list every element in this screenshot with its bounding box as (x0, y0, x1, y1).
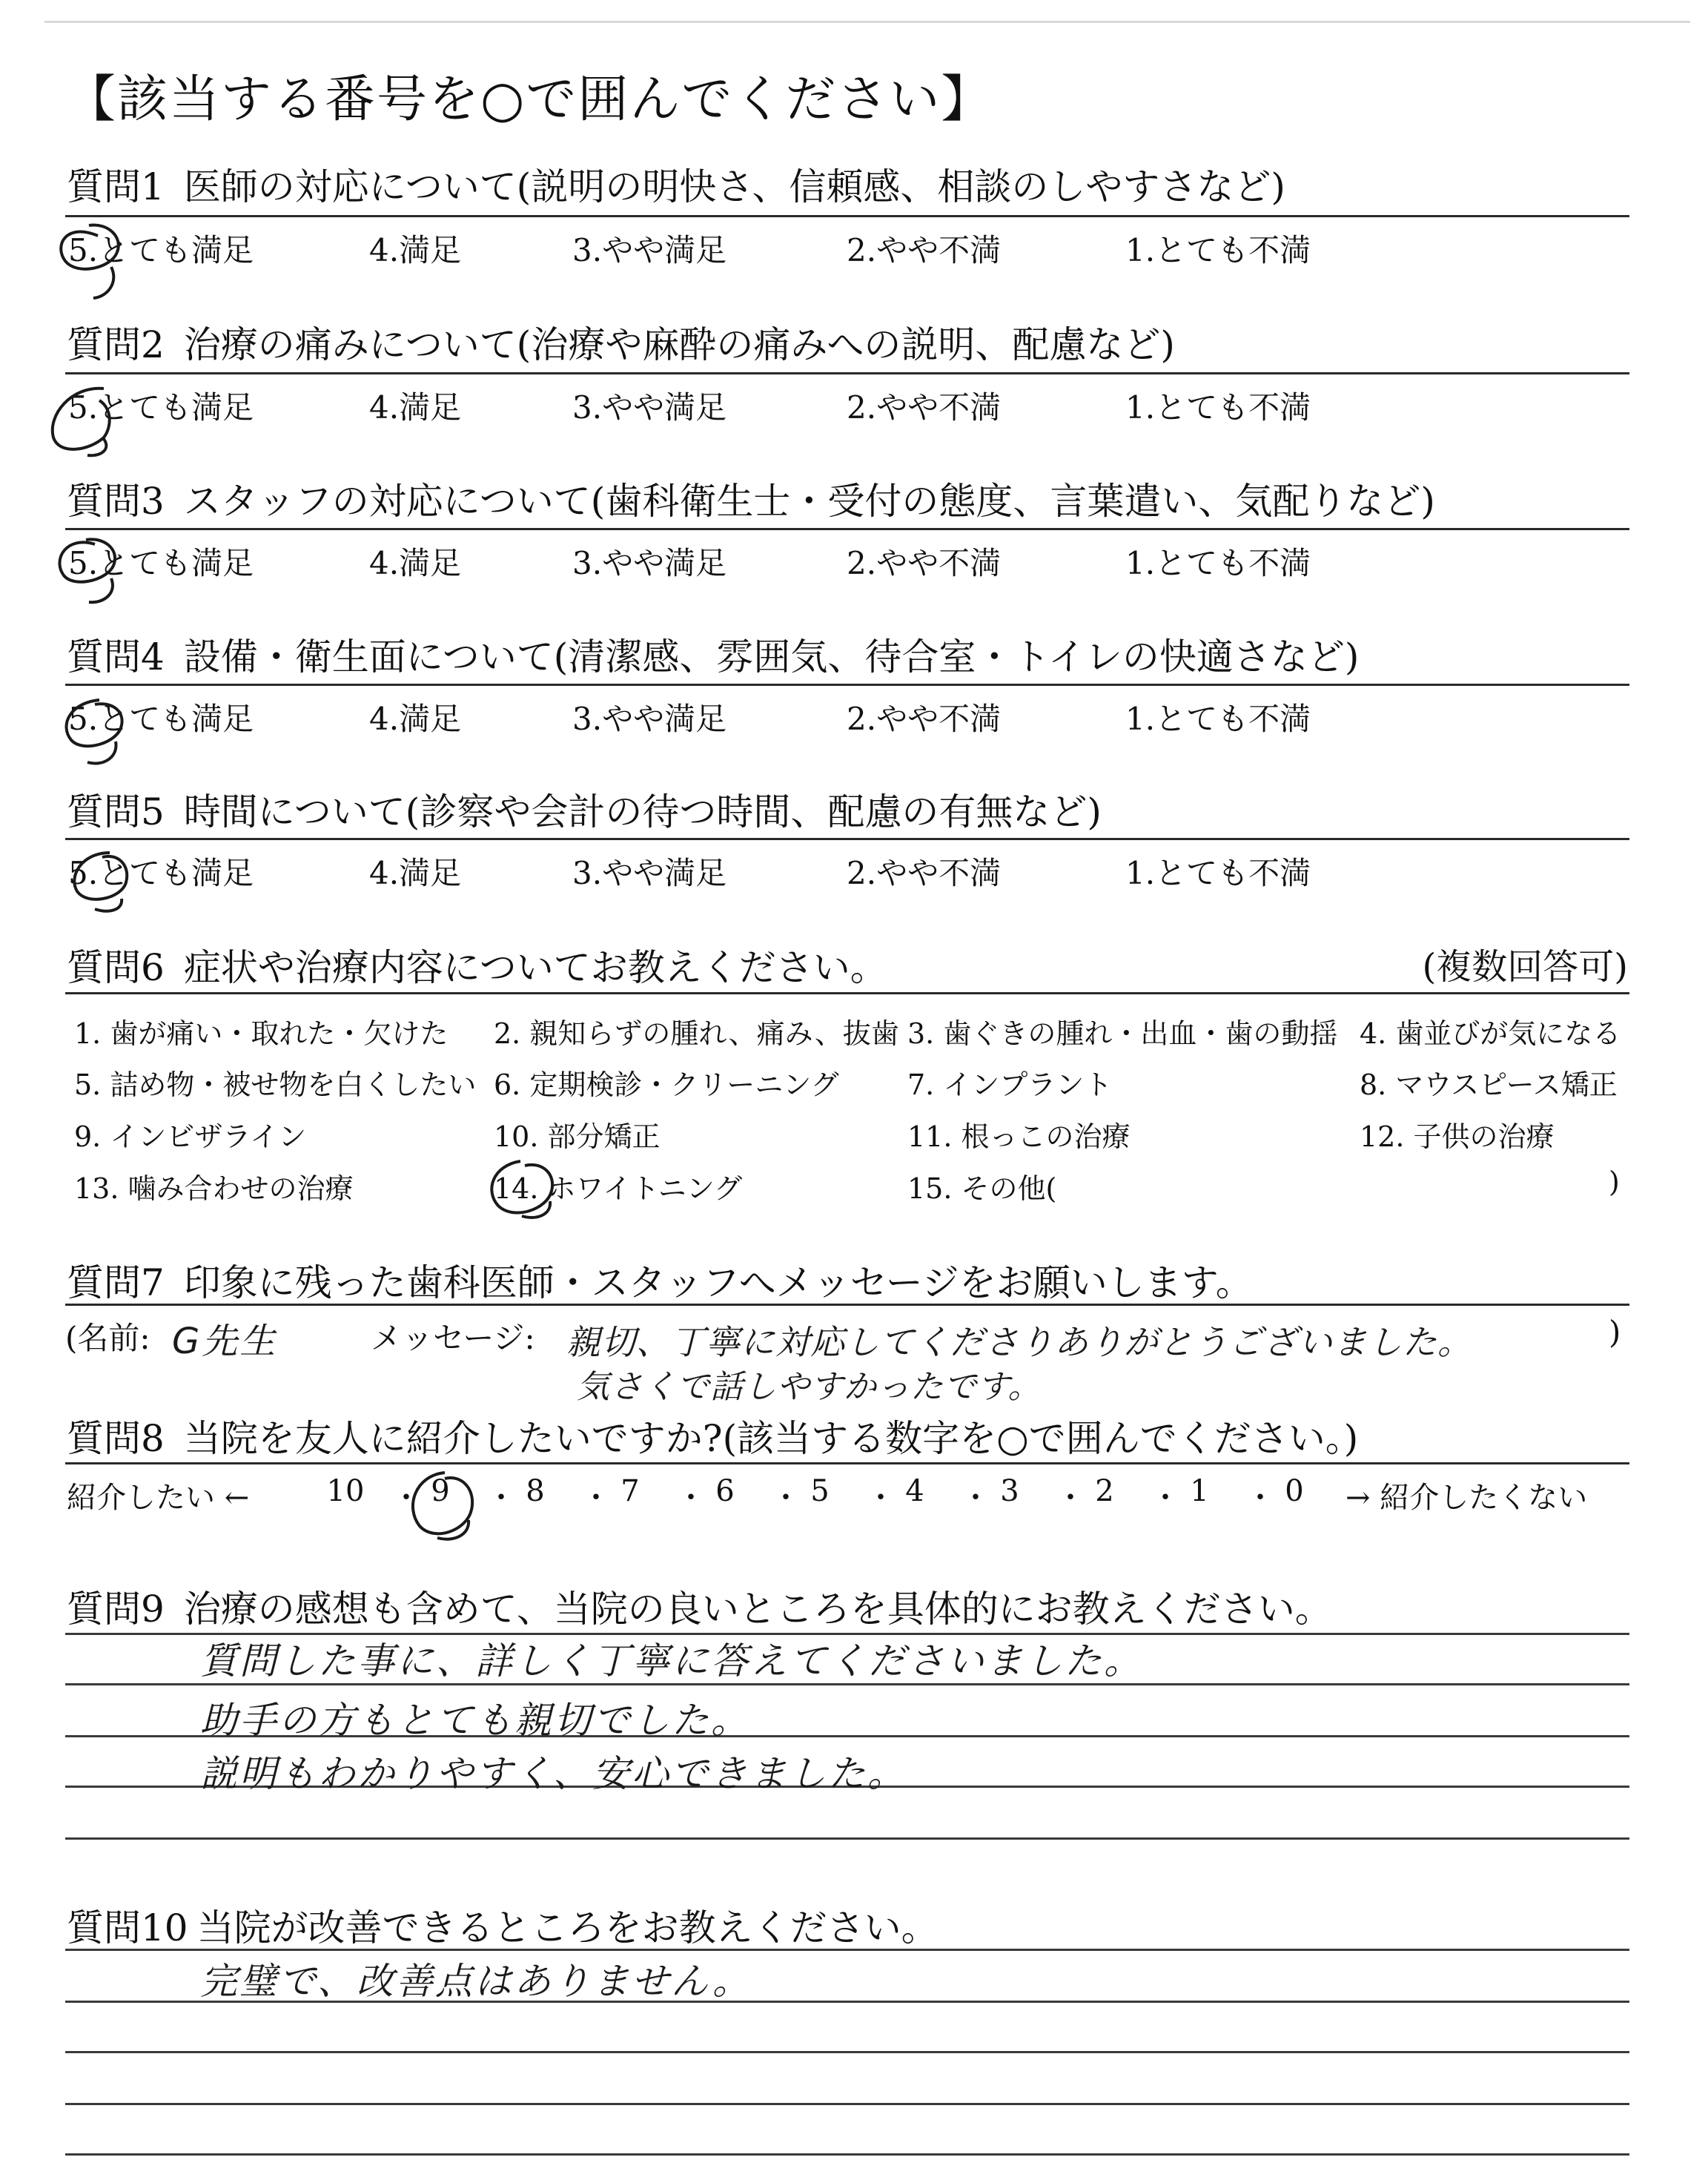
scale-separator: ・ (961, 1481, 990, 1515)
scale-separator: ・ (1151, 1481, 1180, 1515)
divider (65, 215, 1629, 217)
q6-option-14[interactable]: 14. ホワイトニング (494, 1172, 743, 1205)
divider (65, 528, 1629, 530)
q6-option-8[interactable]: 8. マウスピース矯正 (1360, 1069, 1618, 1101)
q2-option-1[interactable]: 1.とても不満 (1125, 389, 1311, 426)
q4-option-3[interactable]: 3.やや満足 (572, 701, 727, 737)
q6-option-3[interactable]: 3. 歯ぐきの腫れ・出血・歯の動揺 (907, 1017, 1338, 1050)
q1-option-2[interactable]: 2.やや不満 (847, 232, 1002, 268)
q2-option-3[interactable]: 3.やや満足 (572, 389, 727, 426)
scale-option-7[interactable]: 7 (620, 1474, 640, 1508)
question-text: 医師の対応について(説明の明快さ、信頼感、相談のしやすさなど) (183, 165, 1285, 208)
question-text: スタッフの対応について(歯科衛生士・受付の態度、言葉遣い、気配りなど) (183, 480, 1435, 523)
question-number: 質問5 (67, 790, 165, 833)
question-text: 治療の痛みについて(治療や麻酔の痛みへの説明、配慮など) (183, 323, 1175, 366)
answer-line (65, 2051, 1629, 2053)
divider (65, 992, 1629, 994)
q6-option-10[interactable]: 10. 部分矯正 (494, 1120, 661, 1153)
scale-option-8[interactable]: 8 (526, 1474, 545, 1508)
question-6 (67, 938, 887, 991)
q6-option-6[interactable]: 6. 定期検診・クリーニング (494, 1069, 839, 1101)
q1-option-5[interactable]: 5.とても満足 (68, 232, 254, 268)
scale-option-2[interactable]: 2 (1095, 1474, 1114, 1508)
q6-option-2[interactable]: 2. 親知らずの腫れ、痛み、抜歯 (494, 1017, 899, 1050)
scale-option-5[interactable]: 5 (810, 1474, 830, 1508)
message-line-1[interactable]: 親切、丁寧に対応してくださりありがとうございました。 (566, 1322, 1472, 1362)
q6-option-12[interactable]: 12. 子供の治療 (1360, 1120, 1555, 1153)
scale-right-label: → 紹介したくない (1345, 1481, 1588, 1515)
question-4 (67, 627, 1359, 681)
page-header: 【該当する番号を○で囲んでください】 (65, 70, 993, 129)
q4-option-5[interactable]: 5.とても満足 (68, 701, 254, 737)
name-handwritten[interactable]: G先生 (172, 1321, 278, 1362)
question-number: 質問3 (67, 480, 165, 523)
question-1 (67, 157, 1285, 211)
scale-separator: ・ (581, 1481, 611, 1515)
q5-option-3[interactable]: 3.やや満足 (572, 855, 727, 891)
question-number: 質問7 (67, 1261, 165, 1304)
scale-separator: ・ (866, 1481, 896, 1515)
q1-option-1[interactable]: 1.とても不満 (1125, 232, 1311, 268)
q3-option-3[interactable]: 3.やや満足 (572, 545, 727, 581)
q9-answer-line-1[interactable]: 質問した事に、詳しく丁寧に答えてくださいました。 (200, 1639, 1143, 1682)
question-number: 質問10 (67, 1906, 188, 1949)
scale-separator: ・ (486, 1481, 516, 1515)
question-text: 時間について(診察や会計の待つ時間、配慮の有無など) (183, 790, 1102, 833)
q10-answer-line-1[interactable]: 完璧で、改善点はありません。 (200, 1960, 752, 2003)
q2-option-5[interactable]: 5.とても満足 (68, 389, 254, 426)
question-number: 質問6 (67, 946, 165, 989)
question-9 (67, 1579, 1332, 1633)
scale-option-4[interactable]: 4 (905, 1474, 924, 1508)
question-3 (67, 472, 1435, 525)
multiple-answer-note: (複数回答可) (1422, 946, 1628, 988)
q1-option-4[interactable]: 4.満足 (369, 232, 462, 268)
q5-option-4[interactable]: 4.満足 (369, 855, 462, 891)
q5-option-5[interactable]: 5.とても満足 (68, 855, 254, 891)
question-text: 症状や治療内容についてお教えください。 (183, 946, 887, 989)
question-10 (67, 1898, 939, 1952)
question-text: 当院を友人に紹介したいですか?(該当する数字を○で囲んでください。) (183, 1417, 1359, 1460)
q4-option-2[interactable]: 2.やや不満 (847, 701, 1002, 737)
question-number: 質問1 (67, 165, 165, 208)
scale-separator: ・ (771, 1481, 801, 1515)
top-border (44, 21, 1690, 23)
scale-option-9[interactable]: 9 (431, 1474, 450, 1508)
scale-option-1[interactable]: 1 (1190, 1474, 1209, 1508)
question-7 (67, 1253, 1253, 1307)
q6-option-9[interactable]: 9. インビザライン (74, 1120, 307, 1153)
scale-option-0[interactable]: 0 (1285, 1474, 1304, 1508)
q3-option-5[interactable]: 5.とても満足 (68, 545, 254, 581)
q5-option-1[interactable]: 1.とても不満 (1125, 855, 1311, 891)
answer-line (65, 1837, 1629, 1840)
q6-option-15[interactable]: 15. その他( (907, 1172, 1057, 1205)
scale-separator: ・ (676, 1481, 706, 1515)
scale-separator: ・ (1245, 1481, 1275, 1515)
scale-left-label: 紹介したい ← (67, 1481, 250, 1515)
q9-answer-line-3[interactable]: 説明もわかりやすく、安心できました。 (200, 1752, 907, 1795)
scale-separator: ・ (391, 1481, 421, 1515)
q6-option-4[interactable]: 4. 歯並びが気になる (1360, 1017, 1621, 1050)
scale-option-10[interactable]: 10 (326, 1474, 365, 1508)
message-close-paren: ) (1609, 1314, 1621, 1350)
q1-option-3[interactable]: 3.やや満足 (572, 232, 727, 268)
q4-option-1[interactable]: 1.とても不満 (1125, 701, 1311, 737)
question-text: 治療の感想も含めて、当院の良いところを具体的にお教えください。 (183, 1588, 1332, 1631)
q6-option-5[interactable]: 5. 詰め物・被せ物を白くしたい (74, 1069, 477, 1101)
question-text: 当院が改善できるところをお教えください。 (196, 1906, 939, 1949)
question-text: 印象に残った歯科医師・スタッフへメッセージをお願いします。 (183, 1261, 1253, 1304)
message-label: メッセージ: (371, 1320, 535, 1356)
divider (65, 684, 1629, 686)
answer-line (65, 2153, 1629, 2156)
divider (65, 838, 1629, 840)
message-line-2[interactable]: 気さくで話しやすかったです。 (577, 1368, 1042, 1406)
q2-option-2[interactable]: 2.やや不満 (847, 389, 1002, 426)
question-number: 質問8 (67, 1417, 165, 1460)
other-close-paren: ) (1609, 1166, 1620, 1198)
name-label: (名前: (65, 1320, 150, 1356)
q2-option-4[interactable]: 4.満足 (369, 389, 462, 426)
q9-answer-line-2[interactable]: 助手の方もとても親切でした。 (200, 1699, 750, 1742)
answer-line (65, 2103, 1629, 2105)
divider (65, 372, 1629, 374)
q3-option-2[interactable]: 2.やや不満 (847, 545, 1002, 581)
answer-line (65, 1949, 1629, 1951)
q6-option-13[interactable]: 13. 噛み合わせの治療 (74, 1172, 354, 1205)
q3-option-4[interactable]: 4.満足 (369, 545, 462, 581)
scale-option-6[interactable]: 6 (715, 1474, 735, 1508)
question-number: 質問2 (67, 323, 165, 366)
question-2 (67, 315, 1175, 369)
q5-option-2[interactable]: 2.やや不満 (847, 855, 1002, 891)
divider (65, 1304, 1629, 1306)
q6-option-1[interactable]: 1. 歯が痛い・取れた・欠けた (74, 1017, 448, 1050)
scale-separator: ・ (1056, 1481, 1085, 1515)
question-number: 質問4 (67, 635, 165, 678)
q6-option-7[interactable]: 7. インプラント (907, 1069, 1113, 1101)
question-number: 質問9 (67, 1588, 165, 1631)
question-text: 設備・衛生面について(清潔感、雰囲気、待合室・トイレの快適さなど) (183, 635, 1360, 678)
divider (65, 1462, 1629, 1464)
question-8 (67, 1409, 1358, 1462)
q4-option-4[interactable]: 4.満足 (369, 701, 462, 737)
q6-option-11[interactable]: 11. 根っこの治療 (907, 1120, 1131, 1153)
q3-option-1[interactable]: 1.とても不満 (1125, 545, 1311, 581)
question-5 (67, 782, 1102, 836)
scale-option-3[interactable]: 3 (1000, 1474, 1019, 1508)
